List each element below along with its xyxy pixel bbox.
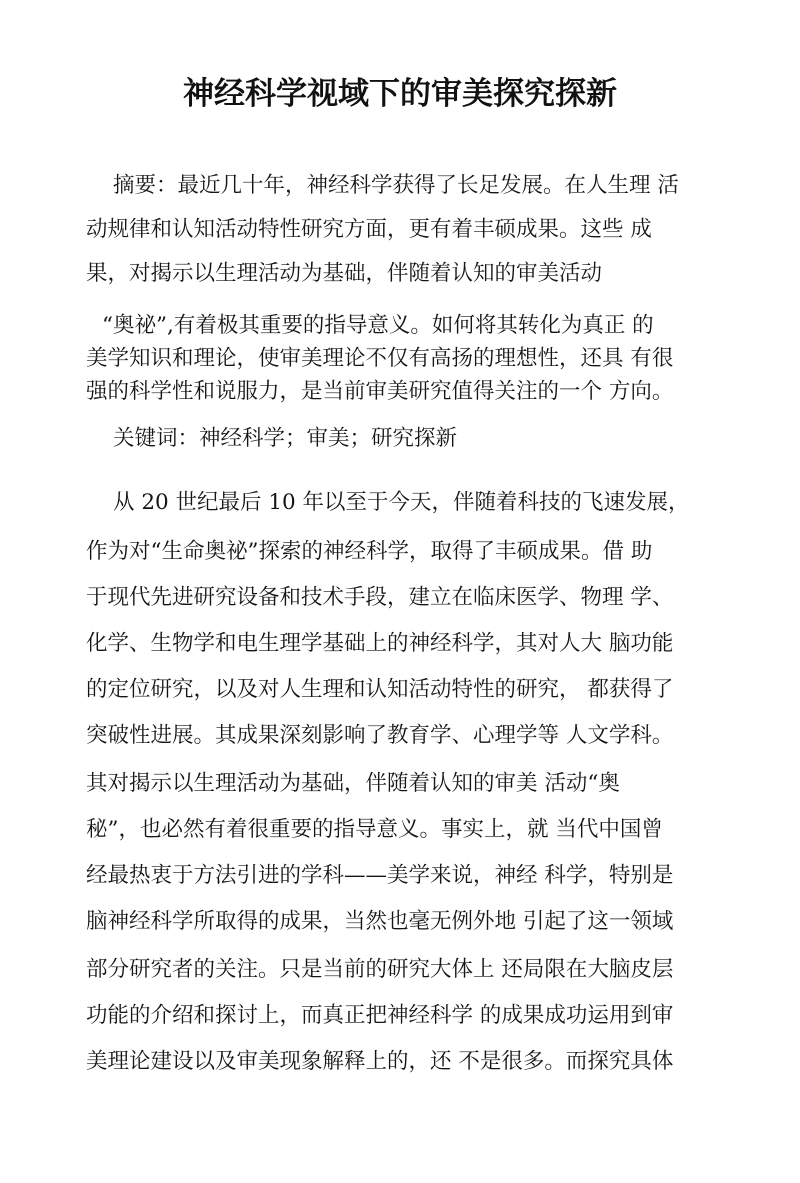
body-line: 从 20 世纪最后 10 年以至于今天，伴随着科技的飞速发展， <box>113 490 690 515</box>
abstract-line: 果，对揭示以生理活动为基础，伴随着认知的审美活动 <box>86 261 603 286</box>
body-line: 的定位研究，以及对人生理和认知活动特性的研究， 都获得了 <box>86 677 674 702</box>
page-title: 神经科学视域下的审美探究探新 <box>183 76 617 112</box>
abstract-line: 摘要：最近几十年，神经科学获得了长足发展。在人生理 活 <box>113 173 679 198</box>
body-line: 化学、生物学和电生理学基础上的神经科学，其对人大 脑功能 <box>86 631 674 656</box>
body-line: 作为对“生命奥祕”探索的神经科学，取得了丰硕成果。借 助 <box>86 539 653 564</box>
body-line: 经最热衷于方法引进的学科——美学来说，神经 科学，特别是 <box>86 863 674 888</box>
body-line: 功能的介绍和探讨上，而真正把神经科学 的成果成功运用到审 <box>86 1003 674 1028</box>
body-line: 美理论建设以及审美现象解释上的，还 不是很多。而探究具体 <box>86 1049 674 1074</box>
abstract-line: 动规律和认知活动特性研究方面，更有着丰硕成果。这些 成 <box>86 217 652 242</box>
body-line: 突破性进展。其成果深刻影响了教育学、心理学等 人文学科。 <box>86 723 674 748</box>
body-line: 脑神经科学所取得的成果，当然也毫无例外地 引起了这一领域 <box>86 909 674 934</box>
body-line: 秘”，也必然有着很重要的指导意义。事实上，就 当代中国曾 <box>86 817 663 842</box>
abstract-line: 强的科学性和说服力，是当前审美研究值得关注的一个 方向。 <box>86 379 674 404</box>
body-line: 部分研究者的关注。只是当前的研究大体上 还局限在大脑皮层 <box>86 957 674 982</box>
body-line: 于现代先进研究设备和技术手段，建立在临床医学、物理 学、 <box>86 585 674 610</box>
abstract-line: “奥祕”,有着极其重要的指导意义。如何将其转化为真正 的 <box>102 313 654 338</box>
keywords-line: 关键词：神经科学；审美；研究探新 <box>113 426 458 451</box>
abstract-line: 美学知识和理论，使审美理论不仅有高扬的理想性，还具 有很 <box>86 346 674 371</box>
body-line: 其对揭示以生理活动为基础，伴随着认知的审美 活动“奥 <box>86 771 620 796</box>
